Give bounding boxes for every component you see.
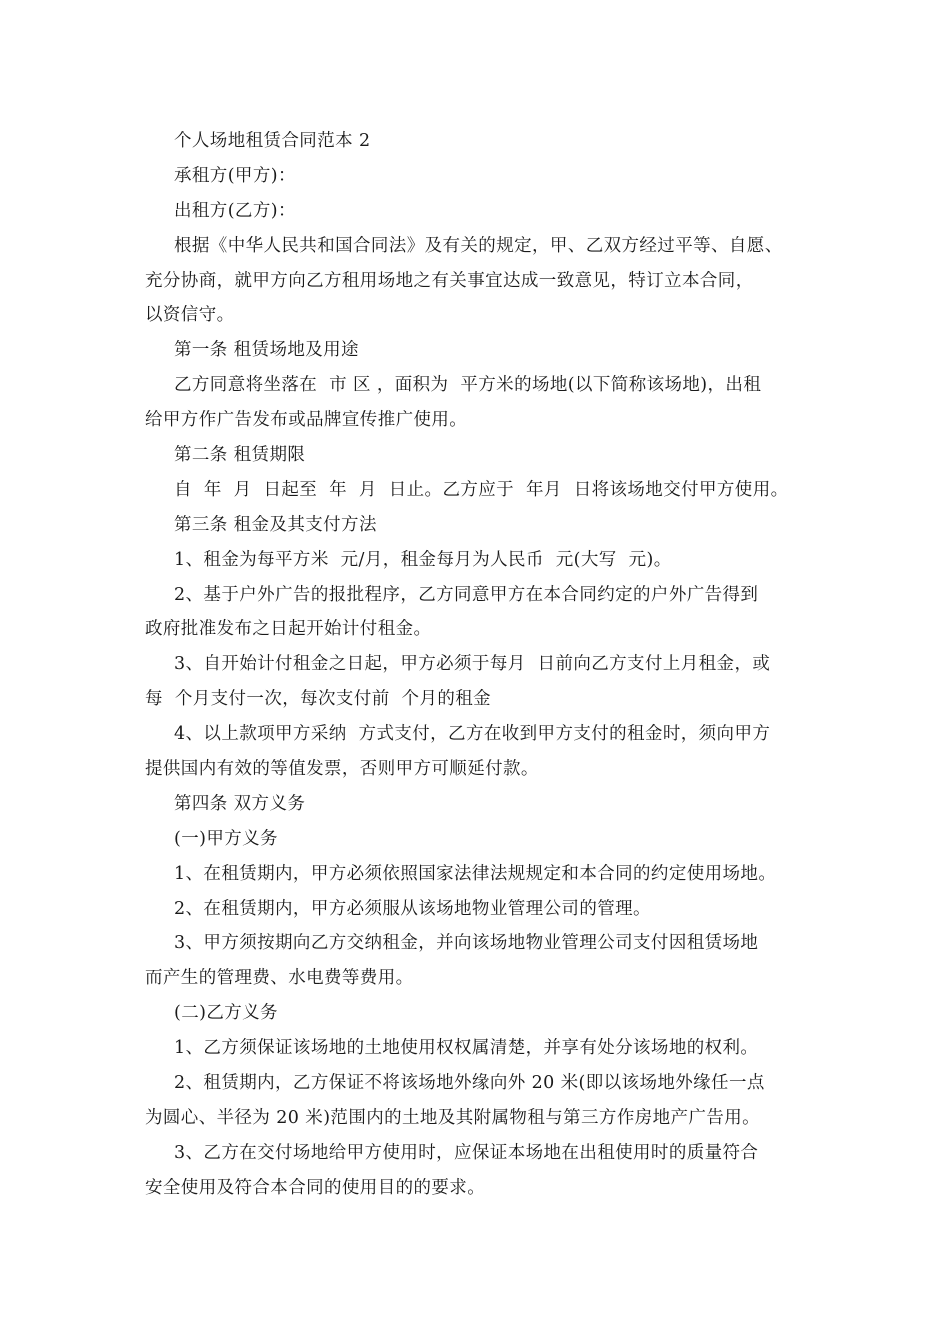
text-line: 1、乙方须保证该场地的土地使用权权属清楚，并享有处分该场地的权利。 bbox=[174, 1038, 759, 1059]
text-line: 2、基于户外广告的报批程序，乙方同意甲方在本合同约定的户外广告得到 bbox=[174, 584, 759, 605]
text-line: 3、甲方须按期向乙方交纳租金，并向该场地物业管理公司支付因租赁场地 bbox=[174, 933, 759, 954]
text-line: 3、自开始计付租金之日起，甲方必须于每月 日前向乙方支付上月租金，或 bbox=[174, 654, 771, 675]
text-line: 第四条 双方义务 bbox=[174, 793, 306, 814]
text-line: (二)乙方义务 bbox=[174, 1003, 278, 1024]
text-line: 安全使用及符合本合同的使用目的的要求。 bbox=[145, 1177, 486, 1198]
text-line: 充分协商，就甲方向乙方租用场地之有关事宜达成一致意见，特订立本合同， bbox=[145, 270, 754, 291]
text-line: 3、乙方在交付场地给甲方使用时，应保证本场地在出租使用时的质量符合 bbox=[174, 1142, 759, 1163]
text-line: 第二条 租赁期限 bbox=[174, 445, 306, 466]
text-line: 第三条 租金及其支付方法 bbox=[174, 514, 377, 535]
text-line: 给甲方作广告发布或品牌宣传推广使用。 bbox=[145, 410, 468, 431]
text-line: 第一条 租赁场地及用途 bbox=[174, 340, 359, 361]
text-line: 而产生的管理费、水电费等费用。 bbox=[145, 968, 414, 989]
text-line: 政府批准发布之日起开始计付租金。 bbox=[145, 619, 432, 640]
text-line: 以资信守。 bbox=[145, 305, 235, 326]
text-line: 2、在租赁期内，甲方必须服从该场地物业管理公司的管理。 bbox=[174, 898, 651, 919]
text-line: 1、租金为每平方米 元/月，租金每月为人民币 元(大写 元)。 bbox=[174, 549, 672, 570]
text-line: 4、以上款项甲方采纳 方式支付，乙方在收到甲方支付的租金时，须向甲方 bbox=[174, 724, 771, 745]
text-line: (一)甲方义务 bbox=[174, 828, 278, 849]
text-line: 出租方(乙方)： bbox=[174, 200, 296, 221]
contract-body bbox=[145, 124, 825, 1206]
text-line: 根据《中华人民共和国合同法》及有关的规定，甲、乙双方经过平等、自愿、 bbox=[174, 235, 783, 256]
text-line: 为圆心、半径为 20 米)范围内的土地及其附属物租与第三方作房地产广告用。 bbox=[145, 1107, 761, 1128]
text-line: 承租方(甲方)： bbox=[174, 165, 296, 186]
text-line: 每 个月支付一次，每次支付前 个月的租金 bbox=[145, 689, 492, 710]
text-line: 1、在租赁期内，甲方必须依照国家法律法规规定和本合同的约定使用场地。 bbox=[174, 863, 777, 884]
text-line: 自 年 月 日起至 年 月 日止。乙方应于 年月 日将该场地交付甲方使用。 bbox=[174, 479, 789, 500]
document-title: 个人场地租赁合同范本 2 bbox=[174, 131, 371, 151]
text-line: 乙方同意将坐落在 市 区 ，面积为 平方米的场地(以下简称该场地)，出租 bbox=[174, 375, 762, 396]
text-line: 提供国内有效的等值发票，否则甲方可顺延付款。 bbox=[145, 759, 539, 780]
text-line: 2、租赁期内，乙方保证不将该场地外缘向外 20 米(即以该场地外缘任一点 bbox=[174, 1073, 765, 1094]
